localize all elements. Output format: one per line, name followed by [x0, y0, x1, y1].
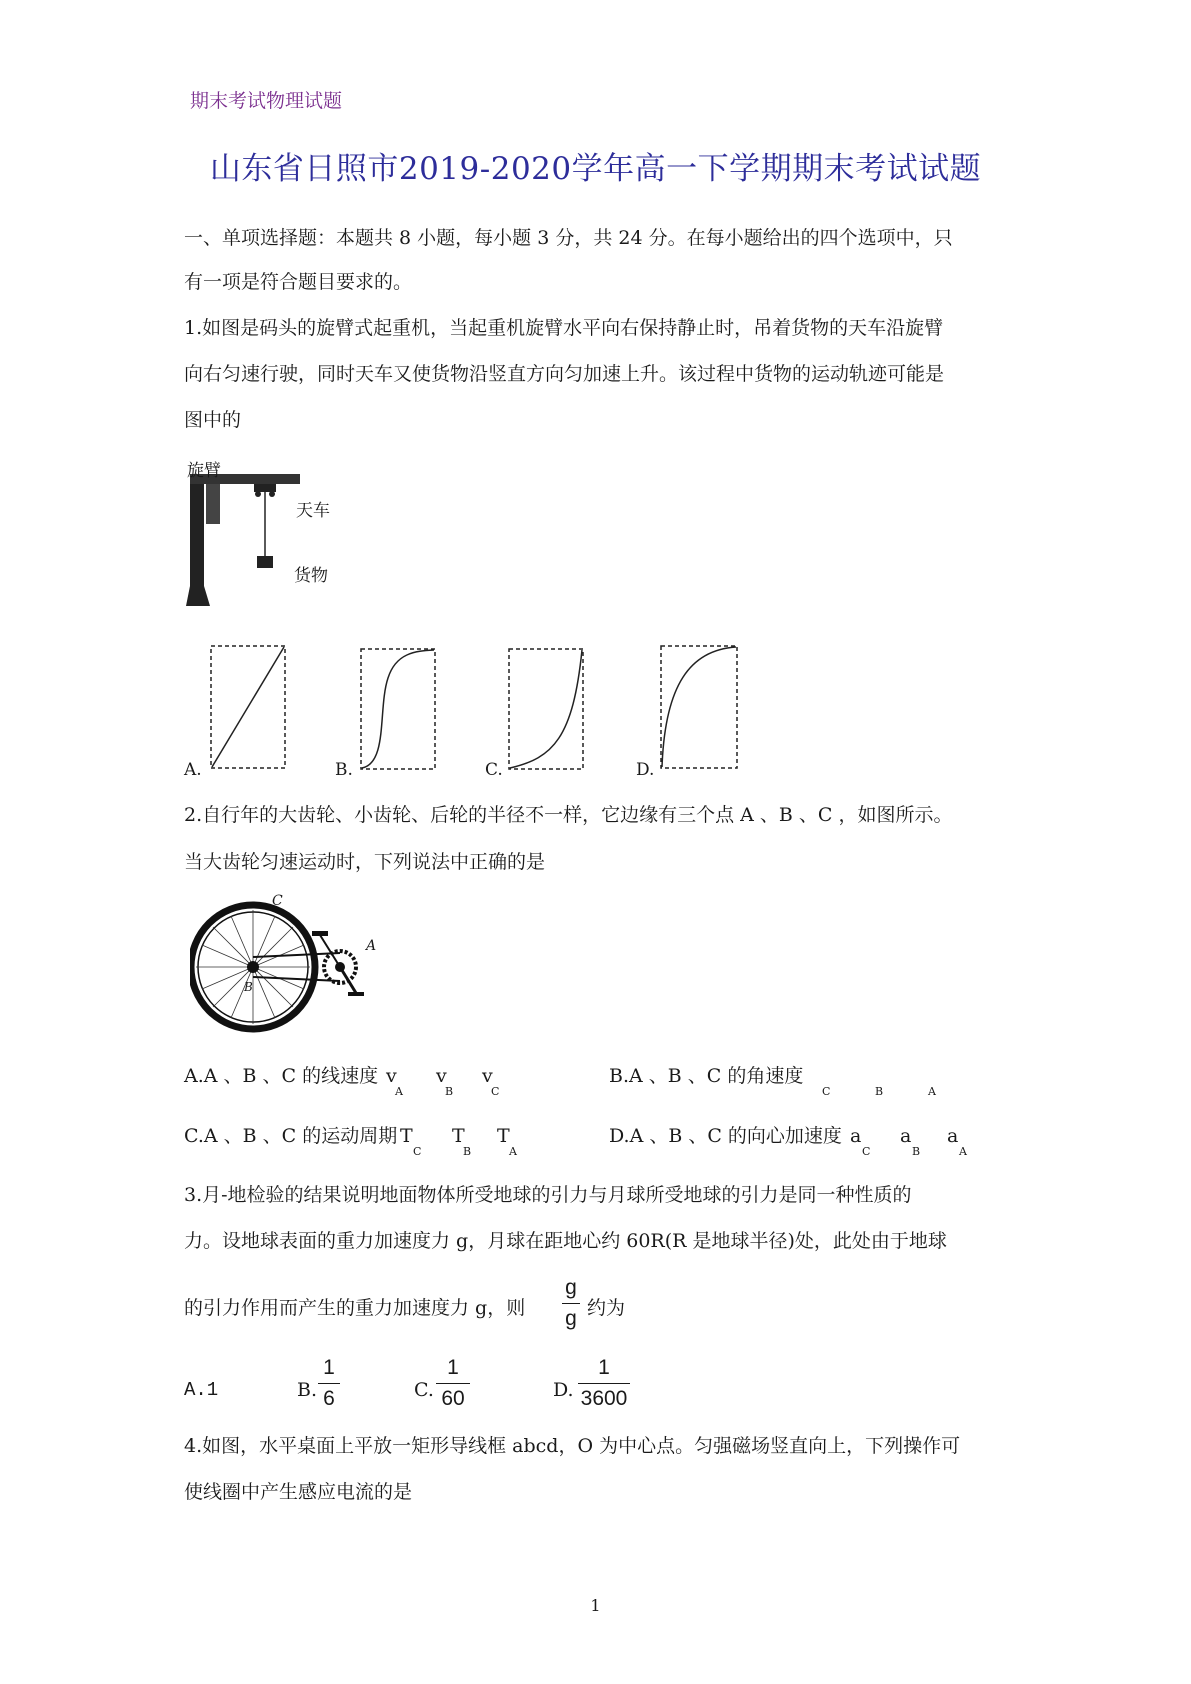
fraction-bar — [318, 1383, 340, 1384]
q2-option-c-sub3: A — [509, 1145, 517, 1158]
label-cargo: 货物 — [294, 566, 328, 586]
q2-option-d-sub3: A — [959, 1145, 967, 1158]
q2-option-d-sub1: C — [862, 1145, 871, 1158]
bicycle-figure — [190, 895, 390, 1035]
option-c-label: C. — [485, 760, 503, 780]
q2-line1: 2.自行年的大齿轮、小齿轮、后轮的半径不一样，它边缘有三个点 A 、B 、C ，如图所示。 — [184, 804, 953, 826]
q2-option-a — [184, 1064, 378, 1088]
q3-option-b-fraction — [318, 1356, 340, 1411]
q2-line2: 当大齿轮匀速运动时，下列说法中正确的是 — [184, 851, 546, 873]
option-d-label: D. — [636, 760, 655, 780]
q3-line1: 3.月-地检验的结果说明地面物体所受地球的引力与月球所受地球的引力是同一种性质的 — [184, 1184, 912, 1206]
fraction-bar — [562, 1303, 580, 1304]
q3-option-d-fraction — [578, 1356, 630, 1411]
trajectory-option-c — [508, 648, 584, 770]
q3-ratio-numerator: g — [565, 1276, 577, 1299]
q2-option-c-sub2: B — [463, 1145, 472, 1158]
q3-option-b-den: 6 — [323, 1387, 335, 1410]
q2-option-b-text: B.A 、B 、C 的角速度 — [609, 1065, 804, 1087]
q2-option-b-sub1: C — [822, 1085, 831, 1098]
q3-ratio-fraction — [562, 1276, 580, 1331]
q3-line2: 力。设地球表面的重力加速度力 g，月球在距地心约 60R(R 是地球半径)处，此处由于地球 — [184, 1230, 947, 1252]
option-b-label: B. — [335, 760, 353, 780]
q1-line3: 图中的 — [184, 409, 242, 431]
page-title: 山东省日照市2019-2020学年高一下学期期末考试试题 — [209, 151, 982, 187]
label-point-c: C — [272, 893, 283, 909]
q3-option-c-fraction — [436, 1356, 470, 1411]
q3-option-b-num: 1 — [323, 1356, 335, 1379]
q3-option-c-num: 1 — [447, 1356, 459, 1379]
q3-option-d-num: 1 — [598, 1356, 610, 1379]
label-point-a: A — [366, 938, 377, 954]
section1-line1: 一、单项选择题：本题共 8 小题，每小题 3 分，共 24 分。在每小题给出的四个选项中，只 — [184, 227, 953, 249]
q2-option-a-sub3: C — [491, 1085, 500, 1098]
q2-option-a-sub1: A — [395, 1085, 403, 1098]
q2-option-b-sub2: B — [875, 1085, 884, 1098]
q2-option-a-text: A.A 、B 、C 的线速度 — [184, 1065, 379, 1087]
q3-option-a: A.1 — [184, 1379, 219, 1401]
section1-line2: 有一项是符合题目要求的。 — [184, 271, 413, 293]
fraction-bar — [578, 1383, 630, 1384]
q4-line2: 使线圈中产生感应电流的是 — [184, 1481, 413, 1503]
q2-option-d-a3: a — [947, 1125, 959, 1147]
q2-option-d-text: D.A 、B 、C 的向心加速度 — [609, 1125, 842, 1147]
q2-option-d-a1: a — [850, 1125, 862, 1147]
q3-option-d-label: D. — [553, 1379, 574, 1401]
q3-option-c-den: 60 — [441, 1387, 465, 1410]
q2-option-a-sub2: B — [445, 1085, 454, 1098]
q3-option-b-label: B. — [297, 1379, 318, 1401]
q2-option-c-sub1: C — [413, 1145, 422, 1158]
q2-option-d-a2: a — [900, 1125, 912, 1147]
q2-option-a-v1: v — [386, 1065, 397, 1087]
trajectory-option-d — [660, 645, 738, 769]
label-arm: 旋臂 — [187, 461, 221, 481]
q3-option-c-label: C. — [414, 1379, 434, 1401]
page-number: 1 — [590, 1596, 601, 1615]
q2-option-a-v3: v — [482, 1065, 493, 1087]
q3-ratio-denominator: g — [565, 1307, 577, 1330]
label-trolley: 天车 — [296, 501, 330, 521]
q2-option-d-sub2: B — [912, 1145, 921, 1158]
label-point-b: B — [244, 980, 253, 994]
q1-line1: 1.如图是码头的旋臂式起重机，当起重机旋臂水平向右保持静止时，吊着货物的天车沿旋臂 — [184, 317, 944, 339]
q2-option-c-text: C.A 、B 、C 的运动周期 — [184, 1125, 398, 1147]
q4-line1: 4.如图，水平桌面上平放一矩形导线框 abcd，O 为中心点。匀强磁场竖直向上，下列操作可 — [184, 1435, 961, 1457]
q2-option-b-sub3: A — [928, 1085, 936, 1098]
page-header: 期末考试物理试题 — [190, 90, 343, 112]
q2-option-c-t2: T — [452, 1125, 465, 1147]
q3-line3b: 约为 — [587, 1297, 626, 1319]
q2-option-c-t1: T — [400, 1125, 413, 1147]
q3-line3a: 的引力作用而产生的重力加速度力 g，则 — [184, 1297, 526, 1319]
q2-option-a-v2: v — [436, 1065, 447, 1087]
trajectory-option-b — [360, 648, 436, 770]
q1-line2: 向右匀速行驶，同时天车又使货物沿竖直方向匀加速上升。该过程中货物的运动轨迹可能是 — [184, 363, 945, 385]
q2-option-c-t3: T — [497, 1125, 510, 1147]
trajectory-option-a — [210, 645, 286, 769]
fraction-bar — [436, 1383, 470, 1384]
option-a-label: A. — [184, 760, 202, 780]
q3-option-d-den: 3600 — [580, 1387, 628, 1410]
